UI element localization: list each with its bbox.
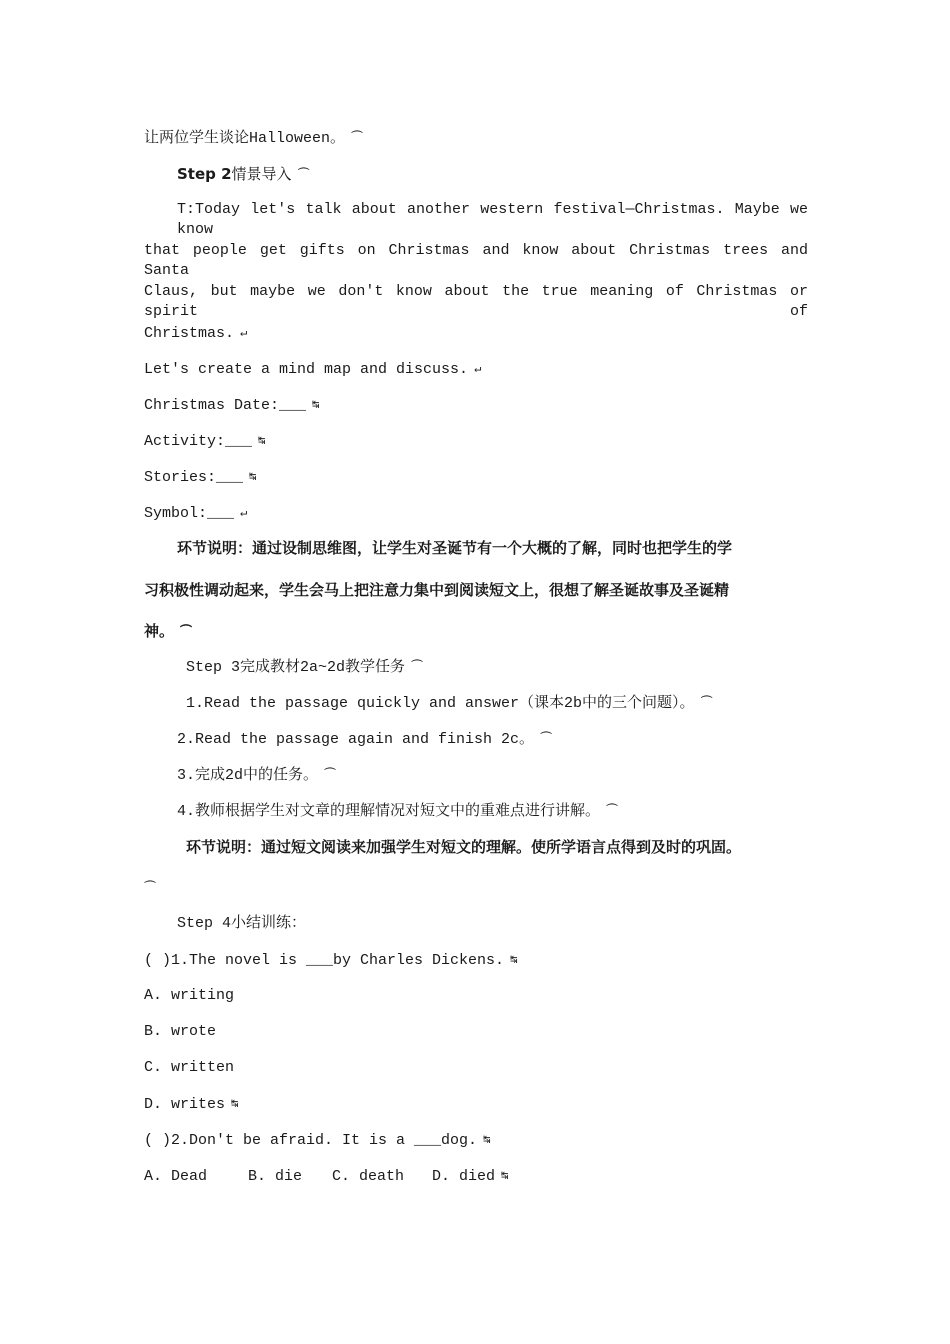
note1-line-3: 神。 ⏜ (144, 622, 192, 640)
step2-heading: Step 2情景导入 ⏜ (177, 165, 310, 184)
tab-mark-icon: ↹ (501, 1169, 509, 1183)
task-4: 4.教师根据学生对文章的理解情况对短文中的重难点进行讲解。 ⏜ (177, 803, 618, 820)
teacher-paragraph-line-4: Christmas. ↵ (144, 325, 248, 342)
line-break-icon: ↵ (240, 506, 248, 520)
tab-mark-icon: ↹ (483, 1133, 491, 1147)
paragraph-mark-icon: ⏜ (180, 624, 192, 638)
line-break-icon: ↵ (240, 326, 248, 340)
step4-heading: Step 4小结训练： (177, 915, 307, 932)
teacher-paragraph-line-2: that people get gifts on Christmas and know about Christmas trees and Santa (144, 242, 808, 279)
task-2: 2.Read the passage again and finish 2c。 ⏜ (177, 731, 552, 748)
q2-option-d: D. died (432, 1168, 496, 1185)
q1-option-a: A. writing (144, 987, 235, 1004)
teacher-paragraph-line-1: T:Today let's talk about another western festival—Christmas. Maybe we know (177, 201, 808, 238)
teacher-paragraph-line-3: Claus, but maybe we don't know about the true meaning of Christmas or spirit of (144, 283, 808, 320)
line-break-icon: ↵ (474, 362, 482, 376)
q2-option-c: C. death (332, 1168, 405, 1185)
q1-option-b: B. wrote (144, 1023, 217, 1040)
task-1: 1.Read the passage quickly and answer（课本2b中的三个问题）。 ⏜ (186, 695, 713, 712)
q2-options (144, 1166, 808, 1187)
tab-mark-icon: ↹ (258, 434, 266, 448)
symbol-line: Symbol:___ ↵ (144, 505, 248, 522)
paragraph-mark-icon: ⏜ (144, 881, 156, 895)
line-halloween: 让两位学生谈论Halloween。 ⏜ (144, 130, 363, 147)
paragraph-mark-icon: ⏜ (297, 168, 310, 182)
note2-line: 环节说明：通过短文阅读来加强学生对短文的理解。使所学语言点得到及时的巩固。 (186, 838, 742, 856)
christmas-date-line: Christmas Date:___ ↹ (144, 397, 320, 414)
step3-heading: Step 3完成教材2a~2d教学任务 ⏜ (186, 659, 423, 676)
note1-line-2: 习积极性调动起来，学生会马上把注意力集中到阅读短文上，很想了解圣诞故事及圣诞精 (144, 581, 730, 599)
paragraph-mark-icon: ⏜ (351, 131, 363, 145)
tab-mark-icon: ↹ (510, 953, 518, 967)
paragraph-mark-icon: ⏜ (411, 660, 423, 674)
task-3: 3.完成2d中的任务。 ⏜ (177, 767, 336, 784)
mind-map-line: Let's create a mind map and discuss. ↵ (144, 361, 482, 378)
paragraph-mark-icon: ⏜ (700, 696, 713, 710)
paragraph-mark-icon: ⏜ (540, 732, 552, 746)
note2-mark-line (144, 878, 808, 899)
question-1: ( )1.The novel is ___by Charles Dickens. ↹ (144, 952, 518, 969)
paragraph-mark-icon: ⏜ (324, 768, 336, 782)
q2-option-b: B. die (248, 1168, 303, 1185)
paragraph-mark-icon: ⏜ (606, 804, 618, 818)
q1-option-d: D. writes ↹ (144, 1096, 239, 1113)
stories-line: Stories:___ ↹ (144, 469, 257, 486)
q2-option-a: A. Dead (144, 1168, 208, 1185)
tab-mark-icon: ↹ (231, 1097, 239, 1111)
note1-line-1: 环节说明：通过设制思维图，让学生对圣诞节有一个大概的了解，同时也把学生的学 (177, 539, 733, 557)
activity-line: Activity:___ ↹ (144, 433, 266, 450)
question-2: ( )2.Don't be afraid. It is a ___dog. ↹ (144, 1132, 491, 1149)
q1-option-c: C. written (144, 1059, 235, 1076)
tab-mark-icon: ↹ (249, 470, 257, 484)
tab-mark-icon: ↹ (312, 398, 320, 412)
